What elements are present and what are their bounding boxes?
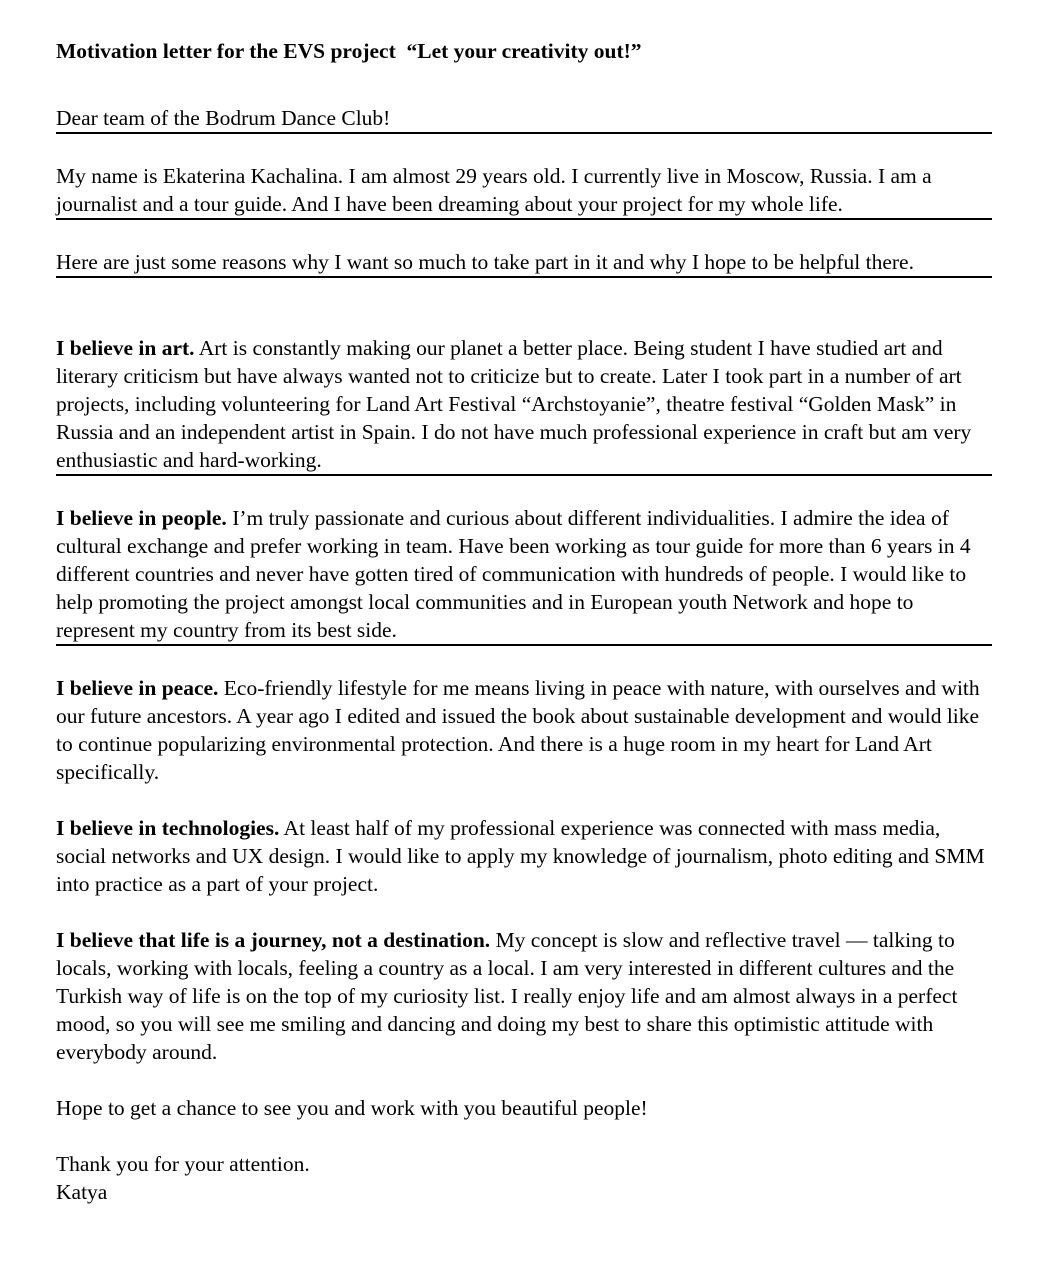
intro-paragraph (56, 162, 992, 220)
peace-paragraph (56, 674, 992, 786)
art-heading: I believe in art. (56, 336, 195, 360)
signature: Katya (56, 1180, 108, 1204)
technologies-paragraph (56, 814, 992, 898)
peace-text: Eco-friendly lifestyle for me means living in peace with nature, with ourselves and with our future ancestors. A year ago I edited and issued the book about sustainable development and would like to continue popularizing environmental protection. And there is a huge room in my heart for Land Art specifically. (56, 676, 980, 784)
art-text: Art is constantly making our planet a better place. Being student I have studied art and literary criticism but have always wanted not to criticize but to create. Later I took part in a number of art projects, including volunteering for Land Art Festival “Archstoyanie”, theatre festival “Golden Mask” in Russia and an independent artist in Spain. I do not have much professional experience in craft but am very enthusiastic and hard-working. (56, 336, 972, 472)
journey-paragraph (56, 926, 992, 1066)
people-paragraph (56, 504, 992, 646)
reasons-intro-paragraph (56, 248, 992, 278)
technologies-heading: I believe in technologies. (56, 816, 280, 840)
closing-hope-text: Hope to get a chance to see you and work with you beautiful people! (56, 1096, 648, 1120)
journey-text: My concept is slow and reflective travel — talking to locals, working with locals, feeling a country as a local. I am very interested in different cultures and the Turkish way of life is on the top of my curiosity list. I really enjoy life and am almost always in a perfect mood, so you will see me smiling and dancing and doing my best to share this optimistic attitude with everybody around. (56, 928, 958, 1064)
greeting-text: Dear team of the Bodrum Dance Club! (56, 106, 391, 130)
thanks-text: Thank you for your attention. (56, 1152, 310, 1176)
reasons-intro-text: Here are just some reasons why I want so much to take part in it and why I hope to be helpful there. (56, 250, 914, 274)
greeting (56, 104, 992, 134)
people-heading: I believe in people. (56, 506, 227, 530)
closing-hope (56, 1094, 992, 1122)
intro-text: My name is Ekaterina Kachalina. I am almost 29 years old. I currently live in Moscow, Russia. I am a journalist and a tour guide. And I have been dreaming about your project for my whole life. (56, 164, 932, 216)
journey-heading: I believe that life is a journey, not a destination. (56, 928, 491, 952)
technologies-text: At least half of my professional experience was connected with mass media, social networks and UX design. I would like to apply my knowledge of journalism, photo editing and SMM into practice as a part of your project. (56, 816, 985, 896)
art-paragraph (56, 334, 992, 476)
letter-title: Motivation letter for the EVS project “Let your creativity out!” (56, 39, 642, 63)
people-text: I’m truly passionate and curious about different individualities. I admire the idea of cultural exchange and prefer working in team. Have been working as tour guide for more than 6 years in 4 different countries and never have gotten tired of communication with hundreds of people. I would like to help promoting the project amongst local communities and in European youth Network and hope to represent my country from its best side. (56, 506, 971, 642)
peace-heading: I believe in peace. (56, 676, 219, 700)
sign-off (56, 1150, 992, 1206)
